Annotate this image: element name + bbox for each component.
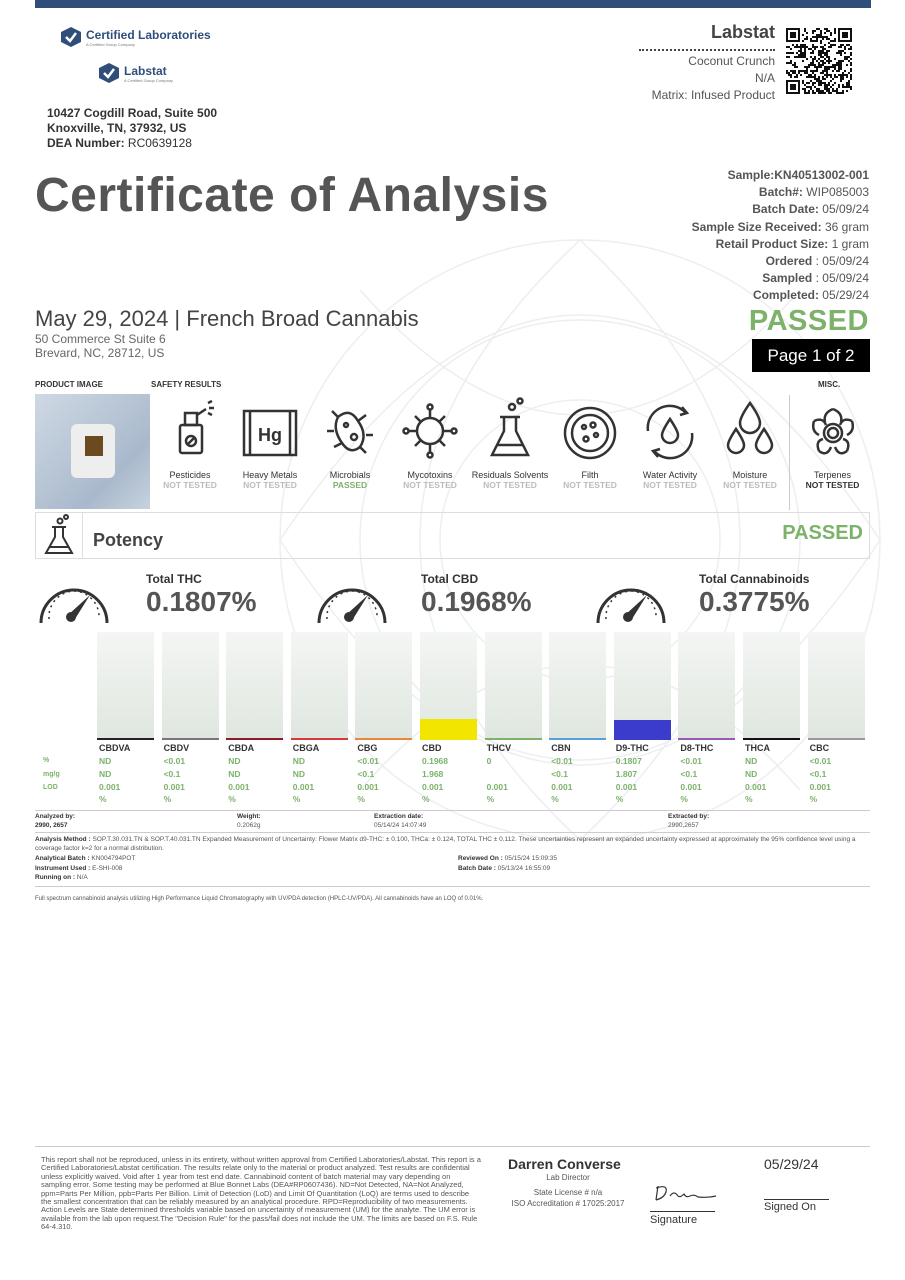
misc-heading: MISC. [818, 380, 841, 389]
row-label-lod: LOD [43, 784, 58, 791]
flask-icon [36, 513, 82, 557]
cannabinoid-name: CBD [422, 743, 442, 753]
signed-date: 05/29/24 [764, 1156, 819, 1172]
misc-divider [789, 395, 790, 510]
cannabinoid-name: THCV [486, 743, 512, 753]
labstat-sub: A Certified Group Company [124, 77, 173, 83]
sample-info [692, 167, 869, 305]
running-label: Running on : [35, 874, 76, 881]
potency-status: PASSED [782, 522, 863, 544]
cannabinoid-lod: 0.001 [680, 782, 702, 792]
signature-label: Signature [650, 1214, 698, 1226]
cannabinoid-lod: 0.001 [745, 782, 767, 792]
safety-name: Moisture [732, 470, 768, 480]
cannabinoid-unit: % [551, 794, 559, 804]
droplets-icon [720, 395, 780, 461]
top-banner-bar [35, 0, 871, 8]
safety-name: Mycotoxins [407, 470, 453, 480]
total-cannabinoids-gauge-icon [592, 567, 670, 627]
cannabinoid-lod: 0.001 [357, 782, 379, 792]
analysis-note: Full spectrum cannabinoid analysis utilizing High Performance Liquid Chromatography with UV/PDA detection (HPLC-UV/PDA). All cannabinoids have an LOQ of 0.01%. [35, 896, 484, 902]
water-cycle-icon [640, 395, 700, 461]
extracted-by-label: Extracted by: [668, 813, 710, 820]
safety-status: PASSED [332, 480, 368, 490]
report-date-client: May 29, 2024 | French Broad Cannabis [35, 306, 419, 331]
cannabinoid-mg: ND [292, 769, 306, 779]
retail-size-label: Retail Product Size: [715, 236, 829, 251]
safety-name: Water Activity [642, 470, 698, 480]
potency-title: Potency [93, 530, 164, 550]
safety-residual-solvents [470, 395, 550, 490]
cannabinoid-unit: % [357, 794, 365, 804]
batch-label: Analytical Batch : [35, 855, 90, 862]
cannabinoid-lod: 0.001 [422, 782, 444, 792]
cannabinoid-name: CBDA [228, 743, 255, 753]
cannabinoid-unit: % [99, 794, 107, 804]
chart-bar-d9-thc [614, 720, 671, 740]
reviewed-on [458, 855, 557, 864]
chart-column-d8-thc [678, 632, 735, 740]
product-image-heading: PRODUCT IMAGE [35, 380, 103, 389]
divider [35, 832, 870, 833]
safety-results [150, 395, 790, 510]
chart-color-line-cbn [549, 738, 606, 740]
sample-label: Sample: [727, 168, 775, 182]
chart-color-line-cbdv [162, 738, 219, 740]
page-indicator: Page 1 of 2 [752, 339, 870, 372]
chart-column-cbn [549, 632, 606, 740]
potency-icon-box [36, 513, 83, 558]
total-thc-gauge-icon [35, 567, 113, 627]
divider [35, 886, 870, 887]
spray-bottle-icon [160, 395, 220, 461]
chart-column-cbdva [97, 632, 154, 740]
batch-date-value: 05/09/24 [822, 202, 869, 217]
cannabinoid-pct: <0.01 [551, 756, 573, 766]
safety-status: NOT TESTED [243, 480, 297, 490]
cannabinoid-mg: ND [228, 769, 241, 779]
product-na: N/A [754, 71, 775, 85]
dotted-divider [639, 49, 775, 51]
extraction-date-value: 05/14/24 14:07:49 [374, 821, 427, 829]
total-cbd-gauge-icon [313, 567, 391, 627]
client-address-line2: Brevard, NC, 28712, US [35, 346, 165, 360]
batch-value: KN004794POT [91, 855, 136, 862]
labstat-logo [98, 62, 173, 84]
divider [35, 810, 870, 811]
chart-column-thcv [485, 632, 542, 740]
qr-code[interactable] [786, 28, 852, 94]
overall-status-badge: PASSED [748, 305, 869, 337]
cannabinoid-name: CBDVA [99, 743, 131, 753]
batch-label: Batch#: [758, 185, 803, 200]
completed-label: Completed: [752, 288, 819, 303]
safety-moisture [710, 395, 790, 490]
misc-terpenes [795, 395, 870, 490]
cannabinoid-mg: <0.1 [163, 769, 181, 779]
safety-name: Microbials [329, 470, 371, 480]
cannabinoid-pct: <0.01 [163, 756, 186, 766]
page-title: Certificate of Analysis [35, 169, 549, 222]
cannabinoid-pct: ND [99, 756, 112, 766]
running-on [35, 874, 88, 883]
cannabinoid-lod: 0.001 [99, 782, 121, 792]
safety-mycotoxins [390, 395, 470, 490]
cannabinoid-lod: 0.001 [615, 782, 638, 792]
analytical-batch [35, 855, 135, 864]
size-received-value: 36 gram [824, 219, 869, 234]
cannabinoid-pct: ND [292, 756, 306, 766]
flask-icon [480, 395, 540, 461]
cannabinoid-name: D9-THC [615, 743, 649, 753]
chart-column-cbdv [162, 632, 219, 740]
total-cbd-label: Total CBD [421, 572, 479, 586]
signature-image [652, 1182, 722, 1204]
chart-color-line-cbdva [97, 738, 154, 740]
analyzed-by [35, 813, 75, 830]
cannabinoid-pct: ND [745, 756, 758, 766]
sampled-value: : 05/09/24 [815, 271, 869, 286]
certified-labs-name: Certified Laboratories [86, 27, 211, 42]
running-value: N/A [76, 874, 88, 881]
chart-color-line-d8-thc [678, 738, 735, 740]
chart-color-line-cbga [291, 738, 348, 740]
safety-water-activity [630, 395, 710, 490]
cannabinoid-mg: 1.968 [422, 769, 444, 779]
labstat-name: Labstat [124, 63, 167, 78]
chart-color-line-thcv [485, 738, 542, 740]
retail-size-value: 1 gram [831, 236, 869, 251]
cannabinoid-mg: <0.1 [680, 769, 698, 779]
extracted-by [668, 813, 709, 830]
cannabinoid-name: THCA [745, 743, 770, 753]
chart-column-cbda [226, 632, 283, 740]
cannabinoid-name: CBDV [163, 743, 190, 753]
cannabinoid-mg: ND [745, 769, 758, 779]
cannabinoid-pct: 0.1807 [615, 756, 642, 766]
total-cbd-value: 0.1968% [421, 586, 532, 617]
analysis-method [35, 836, 870, 853]
cannabinoid-unit: % [292, 794, 301, 804]
batch-date-label: Batch Date: [752, 202, 819, 217]
safety-name: Filth [581, 470, 599, 480]
certified-labs-sub: A Certified Group Company [86, 41, 135, 47]
weight-label: Weight: [237, 813, 261, 820]
cannabinoid-pct: 0.1968 [422, 756, 448, 766]
cannabinoid-lod: 0.001 [486, 782, 508, 792]
cannabinoid-pct: <0.01 [680, 756, 702, 766]
terpenes-name: Terpenes [813, 470, 852, 480]
product-header [639, 22, 775, 104]
director-name: Darren Converse [508, 1156, 621, 1172]
lab-address-line2: Knoxville, TN, 37932, US [47, 121, 187, 135]
cannabinoid-lod: 0.001 [551, 782, 573, 792]
signed-on-label: Signed On [764, 1201, 816, 1213]
dea-label: DEA Number: [47, 136, 125, 150]
analysis-batch-date [458, 865, 550, 874]
total-thc-value: 0.1807% [146, 586, 257, 617]
potency-header [35, 512, 870, 559]
cannabinoid-unit: % [680, 794, 688, 804]
cannabinoid-lod: 0.001 [228, 782, 250, 792]
cannabinoid-pct: <0.01 [357, 756, 379, 766]
cannabinoid-lod: 0.001 [163, 782, 185, 792]
cannabinoid-name: CBG [357, 743, 378, 753]
chart-column-thca [743, 632, 800, 740]
safety-status: NOT TESTED [403, 480, 457, 490]
extracted-by-value: 2990,2657 [668, 821, 699, 829]
cannabinoid-unit: % [228, 794, 236, 804]
safety-results-heading: SAFETY RESULTS [151, 380, 222, 389]
cannabinoid-name: D8-THC [680, 743, 714, 753]
microbe-icon [320, 395, 380, 461]
method-label: Analysis Method : [35, 836, 91, 843]
director-title: Lab Director [546, 1173, 590, 1182]
labstat-emblem-icon [98, 62, 120, 84]
state-license: State License # n/a [533, 1188, 603, 1197]
iso-accreditation: ISO Accreditation # 17025:2017 [511, 1199, 625, 1208]
cannabinoid-lod: 0.001 [292, 782, 315, 792]
cannabinoid-mg: <0.1 [809, 769, 827, 779]
cannabinoid-pct: 0 [486, 756, 492, 766]
chart-color-line-thca [743, 738, 800, 740]
director-details [505, 1172, 631, 1209]
safety-microbials [310, 395, 390, 490]
size-received-label: Sample Size Received: [691, 219, 822, 234]
client-address-line1: 50 Commerce St Suite 6 [35, 332, 166, 346]
chart-column-cbg [355, 632, 412, 740]
chart-bar-cbd [420, 719, 477, 740]
cannabinoid-mg: 1.807 [615, 769, 638, 779]
safety-status: NOT TESTED [563, 480, 617, 490]
client-address [35, 332, 166, 360]
cannabinoid-name: CBN [551, 743, 571, 753]
ordered-value: : 05/09/24 [815, 254, 869, 269]
cannabinoid-unit: % [163, 794, 172, 804]
total-cannabinoids-value: 0.3775% [699, 586, 810, 617]
certified-labs-logo [60, 26, 211, 48]
reviewed-label: Reviewed On : [458, 855, 503, 862]
safety-name: Heavy Metals [242, 470, 298, 480]
cannabinoid-mg: ND [99, 769, 112, 779]
cannabinoid-unit: % [615, 794, 624, 804]
instrument-value: E-SHI-008 [92, 865, 123, 872]
ordered-label: Ordered [765, 254, 813, 269]
chart-column-cbd [420, 632, 477, 740]
analysis-batch-date-label: Batch Date : [458, 865, 496, 872]
cannabinoid-unit: % [809, 794, 818, 804]
virus-icon [400, 395, 460, 461]
row-label-mgg: mg/g [43, 771, 60, 778]
petri-dish-icon [560, 395, 620, 461]
safety-filth [550, 395, 630, 490]
svg-text:Hg: Hg [258, 425, 282, 445]
terpenes-status: NOT TESTED [805, 480, 860, 490]
cannabinoid-mg: <0.1 [551, 769, 568, 779]
signature-line [650, 1211, 715, 1212]
sampled-label: Sampled [762, 271, 813, 286]
sample-value: KN40513002-001 [774, 168, 869, 182]
extraction-date-label: Extraction date: [374, 813, 424, 820]
chart-color-line-cbd [420, 738, 477, 740]
safety-heavy-metals [230, 395, 310, 490]
analyzed-by-value: 2990, 2657 [35, 821, 68, 829]
total-cannabinoids-label: Total Cannabinoids [699, 572, 810, 586]
cannabinoid-lod: 0.001 [809, 782, 831, 792]
product-name: Coconut Crunch [688, 54, 775, 68]
dea-value: RC0639128 [127, 136, 192, 150]
safety-name: Residuals Solvents [471, 470, 549, 480]
brand-right: Labstat [710, 22, 775, 42]
product-image[interactable] [35, 394, 150, 509]
chart-color-line-cbg [355, 738, 412, 740]
row-label-pct: % [43, 757, 50, 764]
flower-icon [803, 395, 863, 461]
mercury-hg-icon [240, 395, 300, 461]
cannabinoid-unit: % [745, 794, 753, 804]
cannabinoid-bar-chart [97, 632, 864, 740]
analyzed-by-label: Analyzed by: [35, 813, 76, 820]
safety-name: Pesticides [169, 470, 211, 480]
lab-address [47, 106, 217, 151]
reviewed-value: 05/15/24 15:09:35 [504, 855, 558, 862]
batch-value: WIP085003 [806, 185, 869, 200]
safety-status: NOT TESTED [483, 480, 537, 490]
chart-column-cbga [291, 632, 348, 740]
instrument-used [35, 865, 122, 874]
cannabinoid-name: CBC [809, 743, 830, 753]
completed-value: 05/29/24 [822, 288, 869, 303]
extraction-date [374, 813, 426, 830]
disclaimer: This report shall not be reproduced, unless in its entirety, without written approval from Certified Laboratories/Labstat. This report is a Certified Laboratories/Labstat certification. The results relate only to the material or product analyzed. Test results are confidential unless explicitly waived. Void after 1 year from test end date. Cannabinoid content of batch material may vary depending on sampling error. Some testing may be performed at Blue Bonnet Labs (DEA#RP0607436). ND=Not Detected, NA=Not Analyzed, ppm=Parts Per Million, ppb=Parts Per Billion. Limit of Detection (LoD) and Limit Of Quantitation (LoQ) are terms used to describe the smallest concentration that can be reliably measured by an analytical procedure. RPD=Reproducibility of two measurements. Action Levels are State determined thresholds variable based on uncertainty of measurement (UM) for the analyte. The UM error is available from the lab upon request.The "Decision Rule" for the pass/fail does not include the UM. The limits are based on F.S. Rule 64-4.310. [41, 1155, 481, 1232]
cannabinoid-unit: % [486, 794, 495, 804]
cannabinoid-pct: <0.01 [809, 756, 832, 766]
product-matrix: Matrix: Infused Product [651, 88, 775, 102]
footer-divider [35, 1146, 870, 1147]
chart-column-d9-thc [614, 632, 671, 740]
safety-status: NOT TESTED [163, 480, 217, 490]
safety-status: NOT TESTED [643, 480, 697, 490]
product-sample [85, 436, 103, 456]
cannabinoid-unit: % [422, 794, 430, 804]
total-thc-label: Total THC [146, 572, 202, 586]
safety-pesticides [150, 395, 230, 490]
weight-value: 0.2062g [237, 821, 261, 829]
cannabinoid-pct: ND [228, 756, 241, 766]
method-value: SOP.T.30.031.TN & SOP.T.40.031.TN Expanded Measurement of Uncertainty: Flower Matrix d9-THC: ± 0.100, THCa: ± 0.124, TOTAL THC ± 0.112. These uncertainties represent an expanded uncertainty expressed at approximately the 95% confidence level using a coverage factor k=2 for a normal distribution. [35, 836, 856, 852]
lab-address-line1: 10427 Cogdill Road, Suite 500 [47, 106, 218, 120]
signed-on-line [764, 1199, 829, 1200]
safety-status: NOT TESTED [723, 480, 777, 490]
chart-color-line-d9-thc [614, 738, 671, 740]
instrument-label: Instrument Used : [35, 865, 91, 872]
chart-color-line-cbc [808, 738, 865, 740]
analysis-batch-date-value: 05/13/24 16:55:09 [497, 865, 551, 872]
chart-color-line-cbda [226, 738, 283, 740]
weight [237, 813, 261, 830]
chart-column-cbc [808, 632, 865, 740]
cannabinoid-mg: <0.1 [357, 769, 375, 779]
certified-labs-emblem-icon [60, 26, 82, 48]
cannabinoid-name: CBGA [292, 743, 320, 753]
